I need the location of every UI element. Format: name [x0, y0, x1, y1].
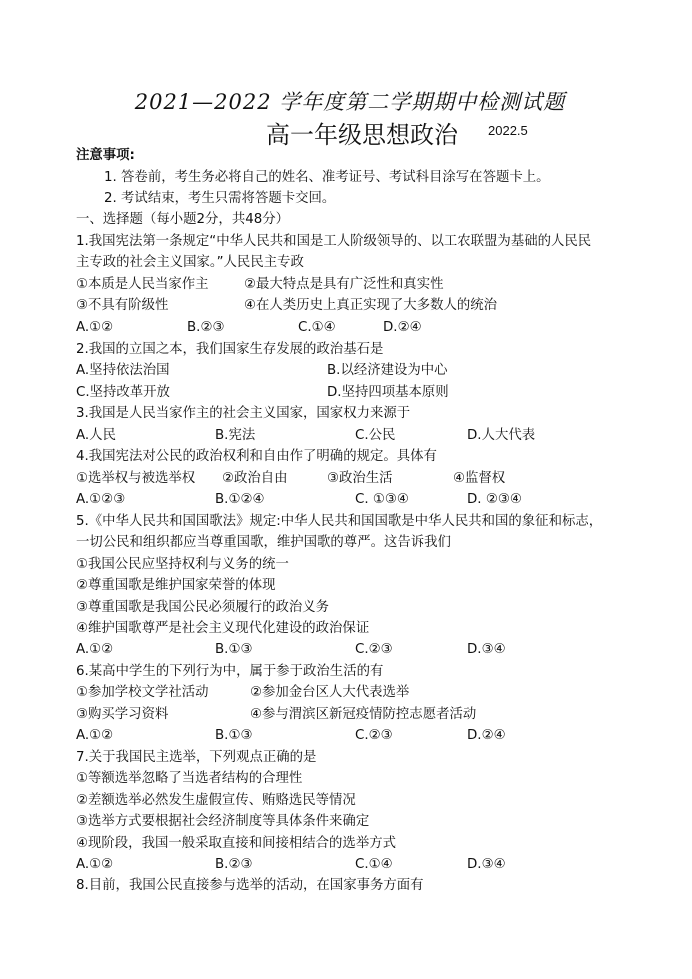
question-stem: 2.我国的立国之本，我们国家生存发展的政治基石是: [76, 342, 384, 357]
exam-date: 2022.5: [488, 123, 528, 138]
answer-option: D.②④: [383, 320, 422, 335]
question-stem: 7.关于我国民主选举，下列观点正确的是: [76, 750, 317, 765]
statement: ④现阶段，我国一般采取直接和间接相结合的选举方式: [76, 836, 396, 851]
statement: ②最大特点是具有广泛性和真实性: [244, 277, 444, 292]
question-stem: 3.我国是人民当家作主的社会主义国家，国家权力来源于: [76, 406, 411, 421]
question-stem: 一切公民和组织都应当尊重国歌，维护国歌的尊严。这告诉我们: [76, 535, 451, 550]
answer-option: B.宪法: [215, 428, 256, 443]
answer-option: A.①②③: [76, 492, 126, 507]
answer-option: C.①④: [298, 320, 336, 335]
statement: ④在人类历史上真正实现了大多数人的统治: [244, 298, 498, 313]
question-stem: 6.某高中学生的下列行为中，属于参于政治生活的有: [76, 664, 384, 679]
answer-option: A.①②: [76, 728, 114, 743]
statement: ④维护国歌尊严是社会主义现代化建设的政治保证: [76, 621, 370, 636]
statement: ①本质是人民当家作主: [76, 277, 209, 292]
answer-option: A.坚持依法治国: [76, 363, 170, 378]
statement: ④监督权: [453, 471, 506, 486]
answer-option: D.③④: [467, 642, 506, 657]
answer-option: C.②③: [355, 728, 393, 743]
note-item: 1. 答卷前，考生务必将自己的姓名、准考证号、考试科目涂写在答题卡上。: [104, 170, 550, 185]
statement: ③尊重国歌是我国公民必须履行的政治义务: [76, 600, 330, 615]
statement: ①选举权与被选举权: [76, 471, 196, 486]
answer-option: B.①③: [215, 728, 253, 743]
answer-option: A.人民: [76, 428, 116, 443]
statement: ②政治自由: [222, 471, 288, 486]
answer-option: A.①②: [76, 320, 114, 335]
answer-option: B.①③: [215, 642, 253, 657]
statement: ③不具有阶级性: [76, 298, 169, 313]
question-stem: 1.我国宪法第一条规定“中华人民共和国是工人阶级领导的、以工农联盟为基础的人民民: [76, 234, 592, 249]
answer-option: C. ①③④: [355, 492, 409, 507]
notes-label: 注意事项:: [76, 148, 135, 163]
exam-title: 2021—2022 学年度第二学期期中检测试题: [134, 90, 566, 114]
answer-option: D.坚持四项基本原则: [327, 385, 449, 400]
answer-option: B.①②④: [215, 492, 265, 507]
answer-option: B.②③: [215, 857, 253, 872]
statement: ③选举方式要根据社会经济制度等具体条件来确定: [76, 814, 370, 829]
answer-option: D.②④: [467, 728, 506, 743]
statement: ①等额选举忽略了当选者结构的合理性: [76, 771, 303, 786]
answer-option: D.人大代表: [467, 428, 536, 443]
answer-option: C.公民: [355, 428, 396, 443]
question-stem: 4.我国宪法对公民的政治权利和自由作了明确的规定。具体有: [76, 449, 437, 464]
answer-option: A.①②: [76, 642, 114, 657]
question-stem: 8.目前，我国公民直接参与选举的活动，在国家事务方面有: [76, 878, 424, 893]
answer-option: D. ②③④: [467, 492, 522, 507]
answer-option: C.坚持改革开放: [76, 385, 170, 400]
answer-option: C.①④: [355, 857, 393, 872]
answer-option: C.②③: [355, 642, 393, 657]
subject-title: 高一年级思想政治: [266, 121, 458, 149]
statement: ①我国公民应坚持权利与义务的统一: [76, 557, 289, 572]
statement: ②差额选举必然发生虚假宣传、贿赂选民等情况: [76, 793, 356, 808]
answer-option: B.以经济建设为中心: [327, 363, 448, 378]
statement: ③购买学习资料: [76, 707, 169, 722]
question-stem: 主专政的社会主义国家。”人民民主专政: [76, 255, 304, 270]
answer-option: B.②③: [187, 320, 225, 335]
answer-option: D.③④: [467, 857, 506, 872]
question-stem: 5.《中华人民共和国国歌法》规定:中华人民共和国国歌是中华人民共和国的象征和标志，: [76, 514, 603, 529]
answer-option: A.①②: [76, 857, 114, 872]
statement: ②参加金台区人大代表选举: [250, 685, 410, 700]
statement: ④参与渭滨区新冠疫情防控志愿者活动: [250, 707, 477, 722]
statement: ③政治生活: [327, 471, 393, 486]
statement: ②尊重国歌是维护国家荣誉的体现: [76, 578, 276, 593]
statement: ①参加学校文学社活动: [76, 685, 209, 700]
note-item: 2. 考试结束，考生只需将答题卡交回。: [104, 191, 336, 206]
section-heading: 一、选择题（每小题2分，共48分）: [76, 212, 290, 227]
